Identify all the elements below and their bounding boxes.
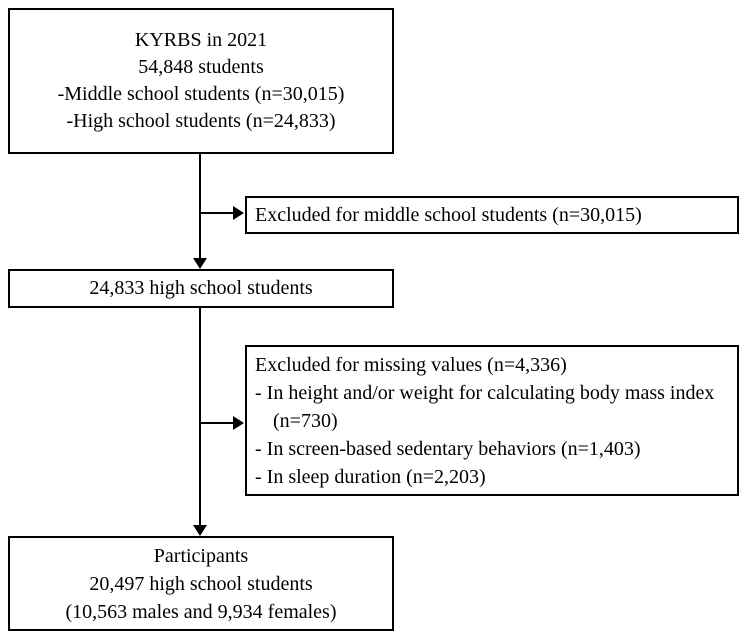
arrowhead-right-2 <box>233 416 244 430</box>
box-participants <box>8 536 394 631</box>
kyrbs-middle-school-count: -Middle school students (n=30,015) <box>57 83 345 105</box>
kyrbs-total-students: 54,848 students <box>138 56 264 78</box>
excluded-missing-title: Excluded for missing values (n=4,336) <box>255 353 567 376</box>
excluded-missing-sleep: - In sleep duration (n=2,203) <box>255 465 486 488</box>
arrow-vertical-1 <box>199 154 201 259</box>
participants-title: Participants <box>153 544 249 567</box>
excluded-middle-school-text: Excluded for middle school students (n=30,015) <box>255 203 642 226</box>
arrow-branch-1 <box>199 212 234 214</box>
arrowhead-down-1 <box>193 258 207 269</box>
arrowhead-down-2 <box>193 525 207 536</box>
participants-count: 20,497 high school students <box>89 572 313 595</box>
high-school-students-text: 24,833 high school students <box>89 277 313 299</box>
kyrbs-title: KYRBS in 2021 <box>134 29 268 51</box>
box-excluded-middle-school <box>245 196 739 234</box>
arrow-branch-2 <box>199 422 234 424</box>
arrow-vertical-2 <box>199 308 201 527</box>
box-kyrbs-source <box>8 8 394 154</box>
box-excluded-missing-values <box>245 345 739 496</box>
excluded-missing-sedentary: - In screen-based sedentary behaviors (n=1,403) <box>255 437 641 460</box>
arrowhead-right-1 <box>233 206 244 220</box>
excluded-missing-bmi: - In height and/or weight for calculating body mass index (n=730) <box>255 381 715 432</box>
kyrbs-high-school-count: -High school students (n=24,833) <box>66 110 336 132</box>
participants-sex-breakdown: (10,563 males and 9,934 females) <box>65 600 337 623</box>
box-high-school-students <box>8 269 394 308</box>
